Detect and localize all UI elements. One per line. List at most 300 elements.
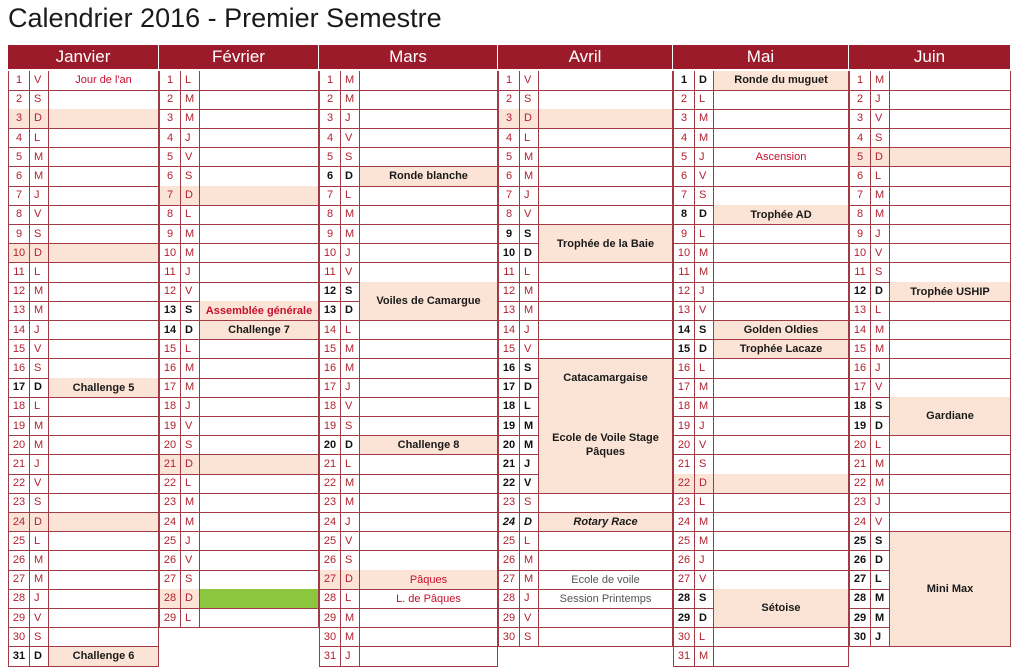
day-letter: D [181, 321, 200, 341]
event-label[interactable] [360, 589, 498, 609]
day-letter: M [30, 417, 49, 437]
day-note [360, 244, 498, 264]
day-letter: V [871, 513, 890, 533]
day-letter: L [871, 436, 890, 456]
day-letter: L [341, 589, 360, 609]
day-letter: V [695, 570, 714, 590]
day-note [49, 205, 159, 225]
day-number: 18 [498, 397, 520, 417]
day-number: 12 [849, 282, 871, 302]
day-note [200, 263, 319, 283]
day-letter: S [871, 397, 890, 417]
day-letter: S [30, 493, 49, 513]
event-text: Gardiane [926, 410, 974, 423]
day-letter: M [520, 436, 539, 456]
day-number: 25 [498, 532, 520, 552]
day-note [539, 609, 673, 629]
day-note [200, 340, 319, 360]
day-number: 21 [159, 455, 181, 475]
day-note [714, 436, 849, 456]
day-note [200, 282, 319, 302]
day-letter: V [30, 205, 49, 225]
day-letter: L [871, 570, 890, 590]
event-text: Challenge 7 [228, 323, 290, 336]
day-number: 22 [8, 474, 30, 494]
day-letter: L [695, 628, 714, 648]
day-note [360, 205, 498, 225]
day-number: 10 [673, 244, 695, 264]
day-letter: M [695, 513, 714, 533]
day-note [890, 90, 1011, 110]
event-label[interactable] [360, 167, 498, 187]
day-note [890, 167, 1011, 187]
day-note [49, 417, 159, 437]
day-letter: L [520, 397, 539, 417]
event-text: Catacamargaise [563, 371, 648, 384]
day-note [890, 340, 1011, 360]
event-label[interactable] [360, 436, 498, 456]
day-number: 8 [8, 205, 30, 225]
day-letter: L [695, 359, 714, 379]
day-letter: M [181, 90, 200, 110]
day-letter: M [695, 244, 714, 264]
day-letter: J [520, 321, 539, 341]
day-number: 14 [849, 321, 871, 341]
event-label[interactable] [714, 589, 849, 628]
day-number: 6 [8, 167, 30, 187]
day-number: 1 [159, 71, 181, 91]
day-number: 26 [673, 551, 695, 571]
day-number: 5 [849, 148, 871, 168]
day-letter: D [520, 244, 539, 264]
day-note [539, 90, 673, 110]
day-note [360, 186, 498, 206]
month-header-0: Janvier [8, 45, 159, 69]
event-text: Challenge 6 [72, 650, 135, 663]
day-letter: J [341, 109, 360, 129]
day-letter: V [181, 551, 200, 571]
day-letter: S [695, 186, 714, 206]
event-text: Ascension [755, 151, 807, 164]
month-header-2: Mars [319, 45, 498, 69]
day-number: 25 [673, 532, 695, 552]
day-number: 2 [849, 90, 871, 110]
event-text: Challenge 8 [397, 439, 460, 452]
month-header-1: Février [159, 45, 319, 69]
day-letter: M [341, 609, 360, 629]
day-number: 11 [673, 263, 695, 283]
day-letter: D [695, 205, 714, 225]
day-note [49, 397, 159, 417]
day-letter: J [520, 589, 539, 609]
day-number: 24 [8, 513, 30, 533]
event-label[interactable] [49, 71, 159, 91]
day-number: 31 [8, 647, 30, 667]
day-note [890, 474, 1011, 494]
day-note [49, 628, 159, 648]
day-number: 14 [498, 321, 520, 341]
day-note [200, 359, 319, 379]
day-number: 4 [498, 129, 520, 149]
day-number: 26 [319, 551, 341, 571]
day-letter: M [30, 570, 49, 590]
day-note [539, 321, 673, 341]
day-letter: M [341, 359, 360, 379]
day-note [49, 589, 159, 609]
day-note [714, 397, 849, 417]
event-label[interactable] [539, 225, 673, 264]
day-letter: M [181, 493, 200, 513]
day-number: 18 [849, 397, 871, 417]
day-note [360, 90, 498, 110]
day-number: 9 [673, 225, 695, 245]
day-note [714, 474, 849, 494]
day-letter: D [30, 244, 49, 264]
day-letter: J [341, 378, 360, 398]
day-number: 27 [8, 570, 30, 590]
day-note [890, 513, 1011, 533]
day-note [714, 167, 849, 187]
day-letter: L [871, 301, 890, 321]
day-letter: S [695, 589, 714, 609]
day-number: 14 [319, 321, 341, 341]
day-number: 15 [498, 340, 520, 360]
day-note [360, 225, 498, 245]
day-letter: L [695, 90, 714, 110]
day-letter: L [695, 493, 714, 513]
day-number: 29 [319, 609, 341, 629]
month-header-4: Mai [673, 45, 849, 69]
day-note [539, 551, 673, 571]
day-number: 19 [319, 417, 341, 437]
day-number: 3 [319, 109, 341, 129]
event-label[interactable] [200, 589, 319, 609]
day-letter: S [181, 436, 200, 456]
day-letter: S [181, 167, 200, 187]
event-label[interactable] [539, 513, 673, 533]
day-letter: L [181, 205, 200, 225]
day-note [539, 109, 673, 129]
day-letter: D [520, 513, 539, 533]
day-letter: M [181, 225, 200, 245]
day-letter: D [341, 570, 360, 590]
day-letter: S [30, 359, 49, 379]
day-letter: L [181, 609, 200, 629]
day-note [200, 244, 319, 264]
day-number: 16 [849, 359, 871, 379]
day-number: 2 [673, 90, 695, 110]
day-note [200, 455, 319, 475]
day-note [49, 186, 159, 206]
event-label[interactable] [360, 570, 498, 590]
day-number: 27 [498, 570, 520, 590]
day-number: 13 [498, 301, 520, 321]
day-number: 16 [159, 359, 181, 379]
event-label[interactable] [200, 321, 319, 341]
day-number: 18 [8, 397, 30, 417]
event-label[interactable] [714, 321, 849, 341]
day-number: 1 [673, 71, 695, 91]
event-label[interactable] [714, 205, 849, 225]
event-label[interactable] [539, 359, 673, 398]
day-letter: M [181, 513, 200, 533]
day-letter: J [181, 532, 200, 552]
day-letter: M [341, 71, 360, 91]
day-letter: V [871, 109, 890, 129]
day-letter: V [520, 71, 539, 91]
day-note [49, 513, 159, 533]
event-text: Ronde du muguet [734, 74, 828, 87]
day-letter: M [181, 109, 200, 129]
day-number: 5 [498, 148, 520, 168]
day-note [890, 493, 1011, 513]
day-number: 15 [159, 340, 181, 360]
day-letter: M [30, 282, 49, 302]
day-number: 7 [319, 186, 341, 206]
day-letter: D [341, 436, 360, 456]
event-text: Golden Oldies [743, 323, 819, 336]
day-letter: M [695, 378, 714, 398]
day-number: 3 [8, 109, 30, 129]
day-note [539, 186, 673, 206]
day-letter: D [871, 551, 890, 571]
day-number: 22 [673, 474, 695, 494]
day-number: 12 [498, 282, 520, 302]
day-letter: D [695, 71, 714, 91]
day-letter: D [30, 513, 49, 533]
day-note [49, 244, 159, 264]
event-label[interactable] [890, 282, 1011, 302]
day-letter: M [871, 186, 890, 206]
day-note [890, 205, 1011, 225]
day-note [890, 244, 1011, 264]
day-number: 21 [319, 455, 341, 475]
day-letter: D [30, 647, 49, 667]
day-note [890, 378, 1011, 398]
day-note [49, 321, 159, 341]
day-letter: M [871, 589, 890, 609]
day-number: 19 [849, 417, 871, 437]
day-letter: D [30, 109, 49, 129]
day-note [714, 513, 849, 533]
day-number: 17 [673, 378, 695, 398]
day-number: 17 [849, 378, 871, 398]
day-note [200, 570, 319, 590]
day-number: 30 [673, 628, 695, 648]
day-note [200, 378, 319, 398]
event-label[interactable] [890, 397, 1011, 436]
day-letter: S [30, 225, 49, 245]
day-number: 10 [8, 244, 30, 264]
day-letter: M [520, 167, 539, 187]
event-label[interactable] [714, 71, 849, 91]
day-note [714, 244, 849, 264]
day-letter: S [871, 263, 890, 283]
day-letter: M [520, 570, 539, 590]
day-number: 18 [159, 397, 181, 417]
day-number: 9 [8, 225, 30, 245]
day-note [360, 628, 498, 648]
day-number: 28 [8, 589, 30, 609]
day-number: 13 [319, 301, 341, 321]
event-label[interactable] [539, 589, 673, 609]
event-label[interactable] [200, 301, 319, 321]
day-note [200, 532, 319, 552]
day-number: 7 [498, 186, 520, 206]
day-letter: V [695, 167, 714, 187]
day-number: 10 [159, 244, 181, 264]
day-note [539, 129, 673, 149]
day-note [539, 493, 673, 513]
day-letter: M [871, 340, 890, 360]
day-letter: S [695, 321, 714, 341]
day-number: 2 [319, 90, 341, 110]
day-letter: L [30, 532, 49, 552]
day-letter: J [341, 513, 360, 533]
day-letter: J [695, 551, 714, 571]
event-label[interactable] [890, 532, 1011, 648]
day-letter: D [695, 340, 714, 360]
day-letter: J [871, 90, 890, 110]
day-note [360, 647, 498, 667]
day-number: 17 [159, 378, 181, 398]
day-letter: D [520, 109, 539, 129]
day-number: 1 [319, 71, 341, 91]
day-note [49, 436, 159, 456]
day-letter: J [30, 589, 49, 609]
day-letter: D [181, 455, 200, 475]
day-note [49, 359, 159, 379]
day-letter: S [520, 90, 539, 110]
event-label[interactable] [539, 570, 673, 590]
event-text: Ecole de voile [571, 573, 640, 586]
day-letter: L [30, 397, 49, 417]
day-letter: J [695, 148, 714, 168]
day-number: 17 [498, 378, 520, 398]
day-number: 8 [319, 205, 341, 225]
day-note [360, 340, 498, 360]
day-note [539, 263, 673, 283]
day-number: 3 [849, 109, 871, 129]
event-label[interactable] [714, 148, 849, 168]
day-number: 12 [159, 282, 181, 302]
day-letter: M [695, 397, 714, 417]
day-number: 9 [319, 225, 341, 245]
day-number: 30 [319, 628, 341, 648]
day-number: 7 [8, 186, 30, 206]
page-title: Calendrier 2016 - Premier Semestre [8, 3, 442, 33]
day-number: 8 [673, 205, 695, 225]
day-letter: S [871, 532, 890, 552]
day-number: 20 [498, 436, 520, 456]
day-letter: M [181, 378, 200, 398]
day-number: 14 [673, 321, 695, 341]
day-number: 1 [8, 71, 30, 91]
day-number: 4 [8, 129, 30, 149]
day-note [714, 628, 849, 648]
day-note [360, 129, 498, 149]
day-note [49, 455, 159, 475]
day-letter: V [871, 244, 890, 264]
day-number: 5 [8, 148, 30, 168]
day-letter: S [341, 148, 360, 168]
day-number: 9 [159, 225, 181, 245]
day-letter: D [30, 378, 49, 398]
event-label[interactable] [360, 282, 498, 321]
day-letter: V [181, 148, 200, 168]
day-number: 22 [159, 474, 181, 494]
day-note [714, 90, 849, 110]
day-note [200, 109, 319, 129]
day-number: 4 [319, 129, 341, 149]
event-label[interactable] [49, 647, 159, 667]
day-letter: M [695, 129, 714, 149]
day-number: 3 [159, 109, 181, 129]
day-letter: S [181, 570, 200, 590]
day-letter: V [341, 532, 360, 552]
day-note [714, 282, 849, 302]
day-letter: M [520, 148, 539, 168]
event-text: Mini Max [926, 583, 974, 596]
event-text: L. de Pâques [396, 592, 461, 605]
day-number: 11 [849, 263, 871, 283]
day-note [539, 148, 673, 168]
day-note [714, 493, 849, 513]
day-note [360, 513, 498, 533]
event-label[interactable] [714, 340, 849, 360]
day-number: 12 [673, 282, 695, 302]
day-letter: L [30, 129, 49, 149]
day-note [890, 455, 1011, 475]
day-letter: S [341, 551, 360, 571]
event-label[interactable] [49, 378, 159, 398]
day-letter: J [30, 321, 49, 341]
day-number: 22 [498, 474, 520, 494]
day-letter: S [341, 282, 360, 302]
day-number: 24 [673, 513, 695, 533]
day-note [890, 359, 1011, 379]
day-note [49, 109, 159, 129]
day-note [714, 532, 849, 552]
day-note [539, 340, 673, 360]
day-note [360, 378, 498, 398]
day-number: 7 [673, 186, 695, 206]
day-letter: S [30, 90, 49, 110]
day-note [539, 282, 673, 302]
day-letter: L [181, 474, 200, 494]
day-number: 13 [849, 301, 871, 321]
day-note [890, 186, 1011, 206]
day-letter: V [695, 436, 714, 456]
day-letter: D [341, 301, 360, 321]
day-note [360, 493, 498, 513]
day-number: 24 [498, 513, 520, 533]
day-note [49, 167, 159, 187]
day-number: 28 [673, 589, 695, 609]
event-text: Challenge 5 [72, 381, 135, 394]
day-number: 10 [498, 244, 520, 264]
day-letter: V [181, 417, 200, 437]
day-letter: V [30, 474, 49, 494]
day-number: 14 [8, 321, 30, 341]
day-letter: D [871, 148, 890, 168]
day-note [714, 551, 849, 571]
event-label[interactable] [539, 397, 673, 494]
day-letter: M [695, 109, 714, 129]
day-number: 16 [8, 359, 30, 379]
day-letter: V [341, 397, 360, 417]
day-number: 6 [849, 167, 871, 187]
